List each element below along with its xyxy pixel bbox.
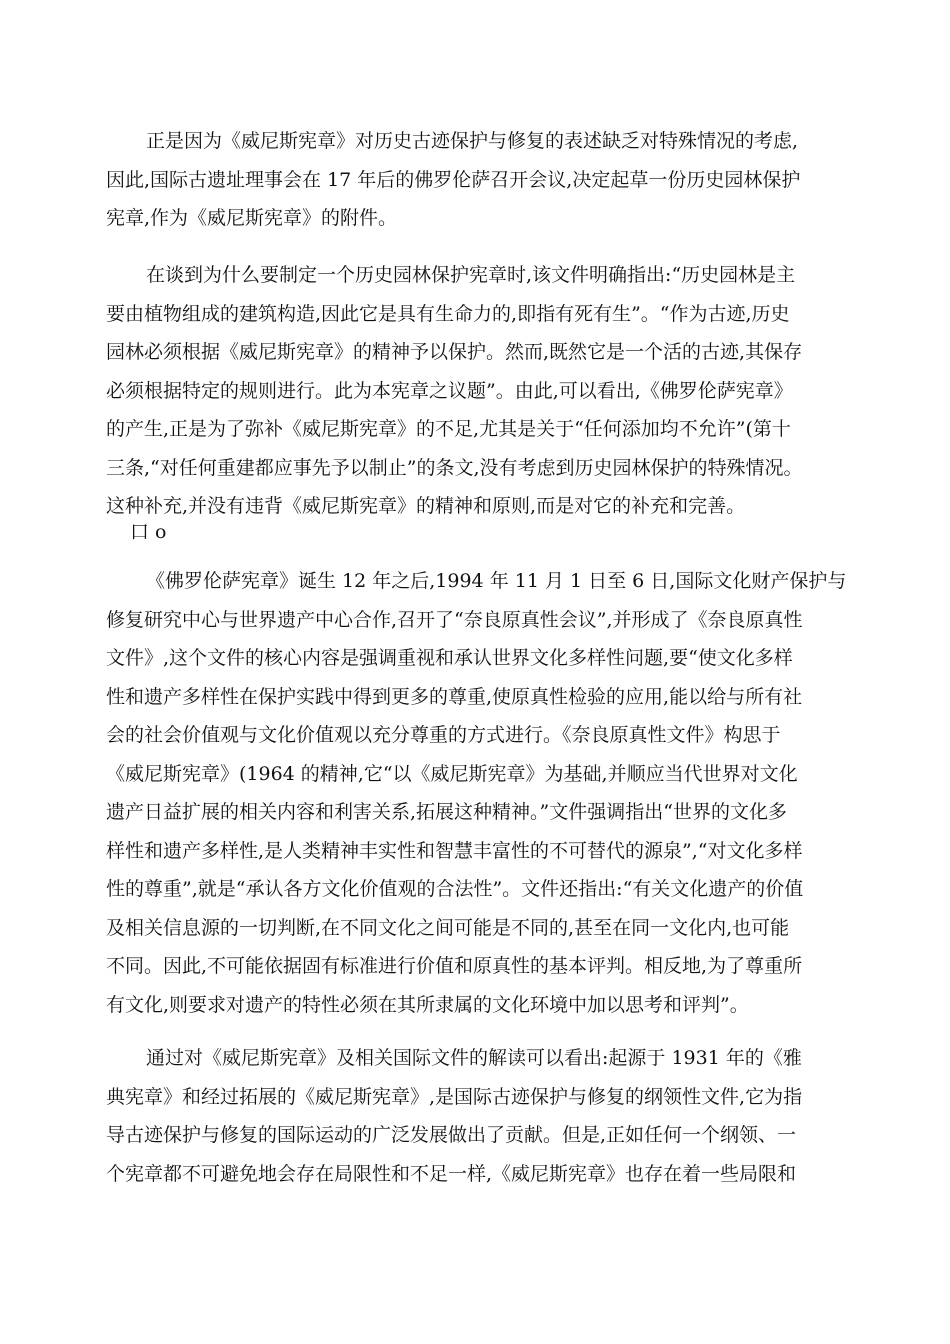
text-line: 在谈到为什么要制定一个历史园林保护宪章时,该文件明确指出:“历史园林是主 (146, 264, 796, 286)
text-line: 因此,国际古遗址理事会在 17 年后的佛罗伦萨召开会议,决定起草一份历史园林保护 (106, 168, 801, 191)
text-line: 《佛罗伦萨宪章》诞生 12 年之后,1994 年 11 月 1 日至 6 日,国际文化财产保护与 (146, 570, 847, 592)
text-line: 通过对《威尼斯宪章》及相关国际文件的解读可以看出:起源于 1931 年的《雅 (146, 1047, 802, 1069)
stray-glyph-text: 口 o (130, 521, 167, 543)
paragraph-4 (106, 1039, 846, 1193)
text-line: 导古迹保护与修复的国际运动的广泛发展做出了贡献。但是,正如任何一个纲领、一 (106, 1124, 797, 1146)
text-line: 这种补充,并没有违背《威尼斯宪章》的精神和原则,而是对它的补充和完善。 (106, 495, 746, 517)
paragraph-3 (106, 562, 846, 1024)
paragraph-1 (106, 122, 846, 238)
text-line: 有文化,则要求对遗产的特性必须在其所隶属的文化环境中加以思考和评判”。 (106, 993, 749, 1016)
paragraph-2 (106, 256, 846, 526)
text-line: 个宪章都不可避免地会存在局限性和不足一样,《威尼斯宪章》也存在着一些局限和 (106, 1162, 797, 1185)
text-line: 不同。因此,不可能依据固有标准进行价值和原真性的基本评判。相反地,为了尊重所 (106, 955, 803, 977)
text-line: 《威尼斯宪章》(1964 的精神,它“以《威尼斯宪章》为基础,并顺应当代世界对文化 (106, 762, 798, 785)
text-line: 会的社会价值观与文化价值观以充分尊重的方式进行。《奈良原真性文件》构思于 (106, 724, 781, 746)
text-line: 性的尊重”,就是“承认各方文化价值观的合法性”。文件还指出:“有关文化遗产的价值 (106, 878, 804, 900)
text-line: 园林必须根据《威尼斯宪章》的精神予以保护。然而,既然它是一个活的古迹,其保存 (106, 341, 803, 363)
text-line: 修复研究中心与世界遗产中心合作,召开了“奈良原真性会议”,并形成了《奈良原真性 (106, 608, 803, 631)
text-line: 遗产日益扩展的相关内容和利害关系,拓展这种精神。”文件强调指出“世界的文化多 (106, 801, 787, 823)
text-line: 性和遗产多样性在保护实践中得到更多的尊重,使原真性检验的应用,能以给与所有社 (106, 685, 803, 708)
text-line: 样性和遗产多样性,是人类精神丰实性和智慧丰富性的不可替代的源泉”,“对文化多样 (106, 839, 803, 862)
text-line: 宪章,作为《威尼斯宪章》的附件。 (106, 207, 398, 229)
text-line: 正是因为《威尼斯宪章》对历史古迹保护与修复的表述缺乏对特殊情况的考虑, (146, 130, 799, 152)
text-line: 典宪章》和经过拓展的《威尼斯宪章》,是国际古迹保护与修复的纲领性文件,它为指 (106, 1085, 803, 1108)
text-line: 及相关信息源的一切判断,在不同文化之间可能是不同的,甚至在同一文化内,也可能 (106, 916, 790, 939)
text-line: 必须根据特定的规则进行。此为本宪章之议题”。由此,可以看出,《佛罗伦萨宪章》 (106, 379, 793, 402)
text-line: 的产生,正是为了弥补《威尼斯宪章》的不足,尤其是关于“任何添加均不允许”(第十 (106, 418, 791, 440)
text-line: 要由植物组成的建筑构造,因此它是具有生命力的,即指有死有生”。“作为古迹,历史 (106, 302, 790, 325)
text-line: 三条,“对任何重建都应事先予以制止”的条文,没有考虑到历史园林保护的特殊情况。 (106, 456, 803, 479)
text-line: 文件》,这个文件的核心内容是强调重视和承认世界文化多样性问题,要“使文化多样 (106, 647, 793, 669)
